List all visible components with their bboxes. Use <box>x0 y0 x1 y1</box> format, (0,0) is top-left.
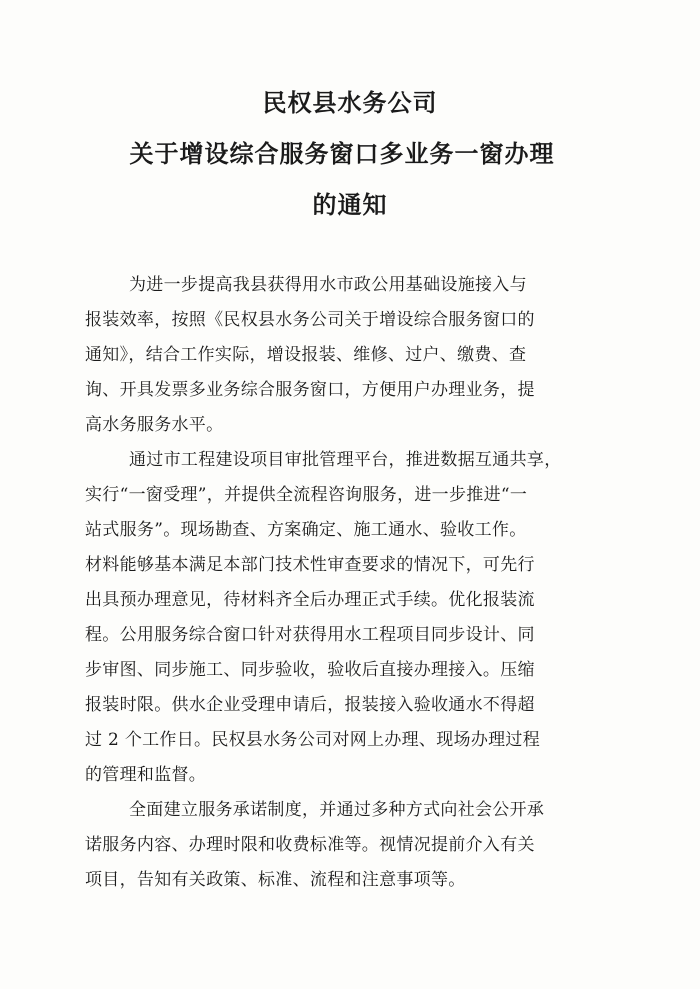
paragraph-line: 为进一步提高我县获得用水市政公用基础设施接入与 <box>129 275 527 295</box>
paragraph-line: 程。公用服务综合窗口针对获得用水工程项目同步设计、同 <box>85 625 535 645</box>
paragraph-line: 的管理和监督。 <box>85 765 207 785</box>
paragraph-line: 步审图、同步施工、同步验收，验收后直接办理接入。压缩 <box>85 660 535 680</box>
paragraph-line: 材料能够基本满足本部门技术性审查要求的情况下，可先行 <box>85 555 535 575</box>
paragraph-line: 站式服务”。现场勘查、方案确定、施工通水、验收工作。 <box>85 520 527 540</box>
paragraph-line: 报装效率，按照《民权县水务公司关于增设综合服务窗口的 <box>85 310 535 330</box>
title-line-2: 关于增设综合服务窗口多业务一窗办理 <box>129 139 555 168</box>
paragraph-line: 询、开具发票多业务综合服务窗口，方便用户办理业务，提 <box>85 380 535 400</box>
paragraph-line: 全面建立服务承诺制度，并通过多种方式向社会公开承 <box>129 800 545 820</box>
paragraph-line: 报装时限。供水企业受理申请后，报装接入验收通水不得超 <box>85 695 535 715</box>
paragraph-line: 通过市工程建设项目审批管理平台，推进数据互通共享， <box>129 450 562 470</box>
title-line-3: 的通知 <box>312 190 388 219</box>
paragraph-line: 通知》，结合工作实际，增设报装、维修、过户、缴费、查 <box>85 345 527 365</box>
paragraph-line: 高水务服务水平。 <box>85 415 224 435</box>
title-line-1: 民权县水务公司 <box>262 88 438 117</box>
paragraph-line: 实行“一窗受理”，并提供全流程咨询服务，进一步推进“一 <box>85 485 528 505</box>
paragraph-line: 项目，告知有关政策、标准、流程和注意事项等。 <box>85 870 466 890</box>
paragraph-line: 诺服务内容、办理时限和收费标准等。视情况提前介入有关 <box>85 835 535 855</box>
paragraph-line: 出具预办理意见，待材料齐全后办理正式手续。优化报装流 <box>85 590 535 610</box>
paragraph-line: 过 2 个工作日。民权县水务公司对网上办理、现场办理过程 <box>85 730 541 750</box>
